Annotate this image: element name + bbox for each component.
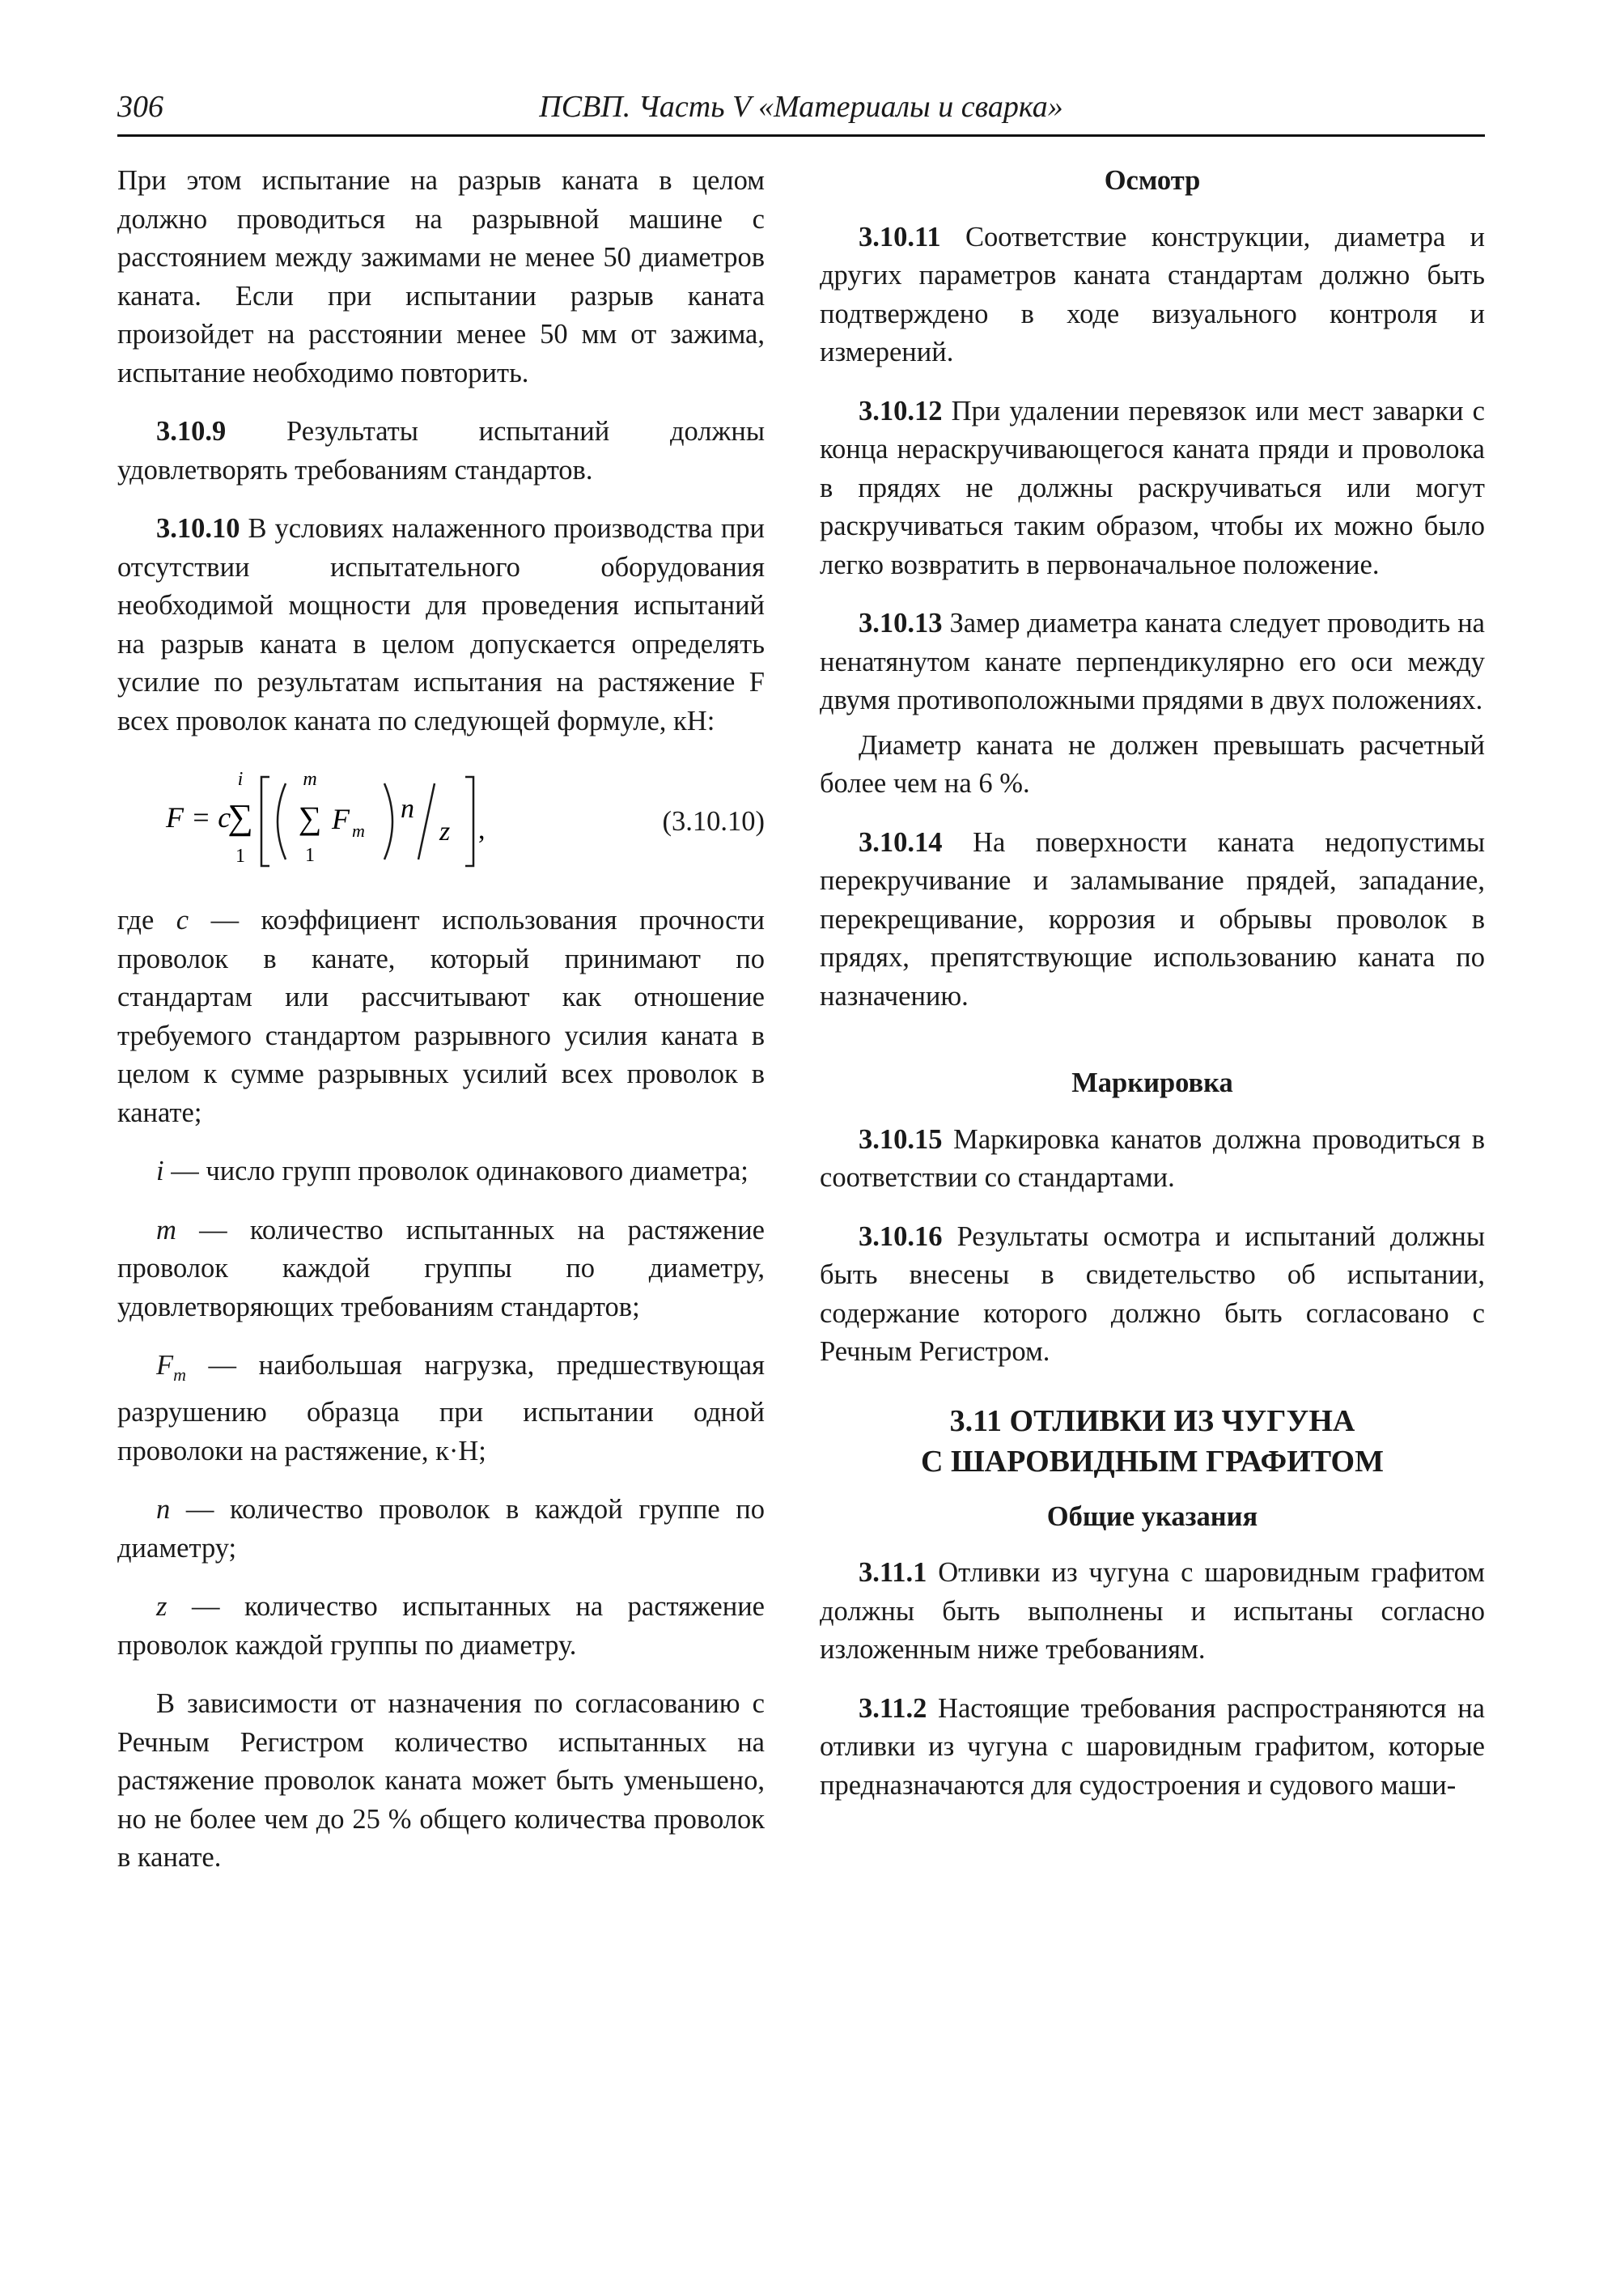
paragraph-3-10-16 xyxy=(820,1218,1485,1372)
paren-close-icon xyxy=(384,783,392,859)
clause-number: 3.10.12 xyxy=(859,395,943,427)
paragraph-3-10-15 xyxy=(820,1121,1485,1198)
clause-text: Результаты испытаний должны удовлетворять требованиям стандартов. xyxy=(117,416,765,486)
clause-text: Результаты осмотра и испытаний должны быть внесены в свидетельство об испытании, содержание которого должно быть согласовано с Речным Регистром. xyxy=(820,1220,1485,1367)
definition-m xyxy=(117,1212,765,1327)
left-column xyxy=(117,162,765,1898)
clause-text: Отливки из чугуна с шаровидным графитом должны быть выполнены и испытаны согласно изложенным ниже требованиям. xyxy=(820,1557,1485,1665)
definition-text: — число групп проволок одинакового диаметра; xyxy=(163,1156,749,1186)
clause-text: На поверхности каната недопустимы перекручивание и заламывание прядей, западание, перекрещивание, коррозия и обрывы проволок в прядях, препятствующие использованию каната по назначению. xyxy=(820,826,1485,1012)
definition-c xyxy=(117,902,765,1132)
where-lead: где xyxy=(117,905,176,936)
section-title-line-2: С ШАРОВИДНЫМ ГРАФИТОМ xyxy=(921,1444,1384,1479)
paragraph-3-10-14 xyxy=(820,824,1485,1016)
clause-number: 3.10.13 xyxy=(859,608,943,639)
definition-text: — коэффициент использования прочности проволок в канате, который принимают по стандартам или рассчитывают как отношение требуемого стандартом разрывного усилия каната в целом к сумме разрывных усилий всех проволок в канате; xyxy=(117,905,765,1128)
clause-number: 3.11.2 xyxy=(859,1692,927,1724)
clause-number: 3.10.15 xyxy=(859,1123,943,1155)
right-column xyxy=(820,162,1485,1825)
page-header xyxy=(117,89,1485,138)
page-number: 306 xyxy=(117,90,163,124)
sum-upper-inner: m xyxy=(303,769,317,790)
var-fm-sub: m xyxy=(173,1364,186,1385)
formula-n: n xyxy=(401,794,414,824)
section-title-line-1: 3.11 ОТЛИВКИ ИЗ ЧУГУНА xyxy=(949,1403,1355,1438)
paragraph-reduction: В зависимости от назначения по согласованию с Речным Регистром количество испытанных на растяжение проволок каната может быть уменьшено, но не более чем до 25 % общего количества проволок в канате. xyxy=(117,1688,765,1874)
paragraph-intro: При этом испытание на разрыв каната в целом должно проводиться на разрывной машине с расстоянием между зажимами не менее 50 диаметров каната. Если при испытании разрыв каната произойдет на расстоянии менее 50 мм от зажима, испытание необходимо повторить. xyxy=(117,165,765,388)
formula-3-10-10 xyxy=(117,761,765,882)
sum-sign-outer: ∑ xyxy=(227,797,253,837)
paragraph-3-11-2 xyxy=(820,1690,1485,1806)
bracket-open-icon xyxy=(261,777,269,866)
paragraph-3-11-1 xyxy=(820,1554,1485,1670)
sum-sign-inner: ∑ xyxy=(298,800,322,836)
var-c: c xyxy=(176,905,189,936)
clause-text: При удалении перевязок или мест заварки с конца нераскручивающегося каната пряди и проволока в прядях не должны раскручиваться или могут раскручиваться таким образом, чтобы их можно было легко возвратить в первоначальное положение. xyxy=(820,395,1485,580)
definition-text: — количество испытанных на растяжение проволок каждой группы по диаметру, удовлетворяющих требованиям стандартов; xyxy=(117,1214,765,1322)
sum-lower-inner: 1 xyxy=(305,845,315,866)
subheading-marking: Маркировка xyxy=(1071,1067,1233,1098)
sum-lower-outer: 1 xyxy=(235,846,245,867)
clause-number: 3.10.10 xyxy=(156,513,240,544)
formula-graphic xyxy=(117,761,603,882)
var-m: m xyxy=(156,1214,176,1246)
definition-text: — количество испытанных на растяжение проволок каждой группы по диаметру. xyxy=(117,1591,765,1661)
var-fm: F xyxy=(156,1350,174,1381)
definition-i xyxy=(117,1152,765,1191)
definition-text: — наибольшая нагрузка, предшествующая разрушению образца при испытании одной проволоки на растяжение, к·Н; xyxy=(117,1350,765,1466)
formula-z: z xyxy=(439,817,451,847)
clause-number: 3.10.16 xyxy=(859,1220,943,1252)
paragraph-3-10-11 xyxy=(820,219,1485,372)
formula-fm-sub: m xyxy=(352,821,365,841)
formula-lhs: F = c xyxy=(166,801,231,834)
formula-fm: F xyxy=(332,803,350,835)
clause-text: Настоящие требования распространяются на отливки из чугуна с шаровидным графитом, которые предназначаются для судостроения и судового маши- xyxy=(820,1692,1485,1801)
clause-text: В условиях налаженного производства при отсутствии испытательного оборудования необходимой мощности для проведения испытаний на разрыв каната в целом допускается определять усилие по результатам испытания на растяжение F всех проволок каната по следующей формуле, кН: xyxy=(117,513,765,736)
var-z: z xyxy=(156,1591,168,1623)
clause-text: Замер диаметра каната следует проводить на ненатянутом канате перпендикулярно его оси между двумя противоположными прядями в двух положениях. xyxy=(820,608,1485,715)
formula-number: (3.10.10) xyxy=(662,806,765,837)
definition-n xyxy=(117,1491,765,1568)
clause-number: 3.10.14 xyxy=(859,826,943,858)
paragraph-3-10-12 xyxy=(820,393,1485,585)
header-rule xyxy=(117,134,1485,137)
clause-text: Соответствие конструкции, диаметра и других параметров каната стандартам должно быть подтверждено в ходе визуального контроля и измерений. xyxy=(820,221,1485,367)
definition-fm xyxy=(117,1347,765,1471)
slash-icon xyxy=(418,783,435,859)
running-title: ПСВП. Часть V «Материалы и сварка» xyxy=(539,90,1063,124)
definition-text: — количество проволок в каждой группе по диаметру; xyxy=(117,1494,765,1564)
subheading-general: Общие указания xyxy=(1046,1500,1258,1532)
section-heading-3-11 xyxy=(820,1401,1485,1482)
bracket-close-icon xyxy=(465,777,473,866)
clause-number: 3.10.9 xyxy=(156,416,227,447)
clause-text: Маркировка канатов должна проводиться в соответствии со стандартами. xyxy=(820,1123,1485,1193)
formula-comma: , xyxy=(478,815,486,845)
paragraph-3-10-9 xyxy=(117,413,765,490)
paragraph-3-10-10 xyxy=(117,510,765,741)
sum-upper-outer: i xyxy=(237,769,244,790)
paragraph-3-10-13-b: Диаметр каната не должен превышать расчетный более чем на 6 %. xyxy=(820,729,1485,799)
clause-number: 3.10.11 xyxy=(859,221,941,253)
var-n: n xyxy=(156,1494,171,1526)
definition-z xyxy=(117,1588,765,1665)
paragraph-3-10-13 xyxy=(820,605,1485,720)
paren-open-icon xyxy=(278,783,286,859)
clause-number: 3.11.1 xyxy=(859,1557,927,1588)
subheading-inspection: Осмотр xyxy=(1104,165,1201,196)
var-i: i xyxy=(156,1156,164,1186)
